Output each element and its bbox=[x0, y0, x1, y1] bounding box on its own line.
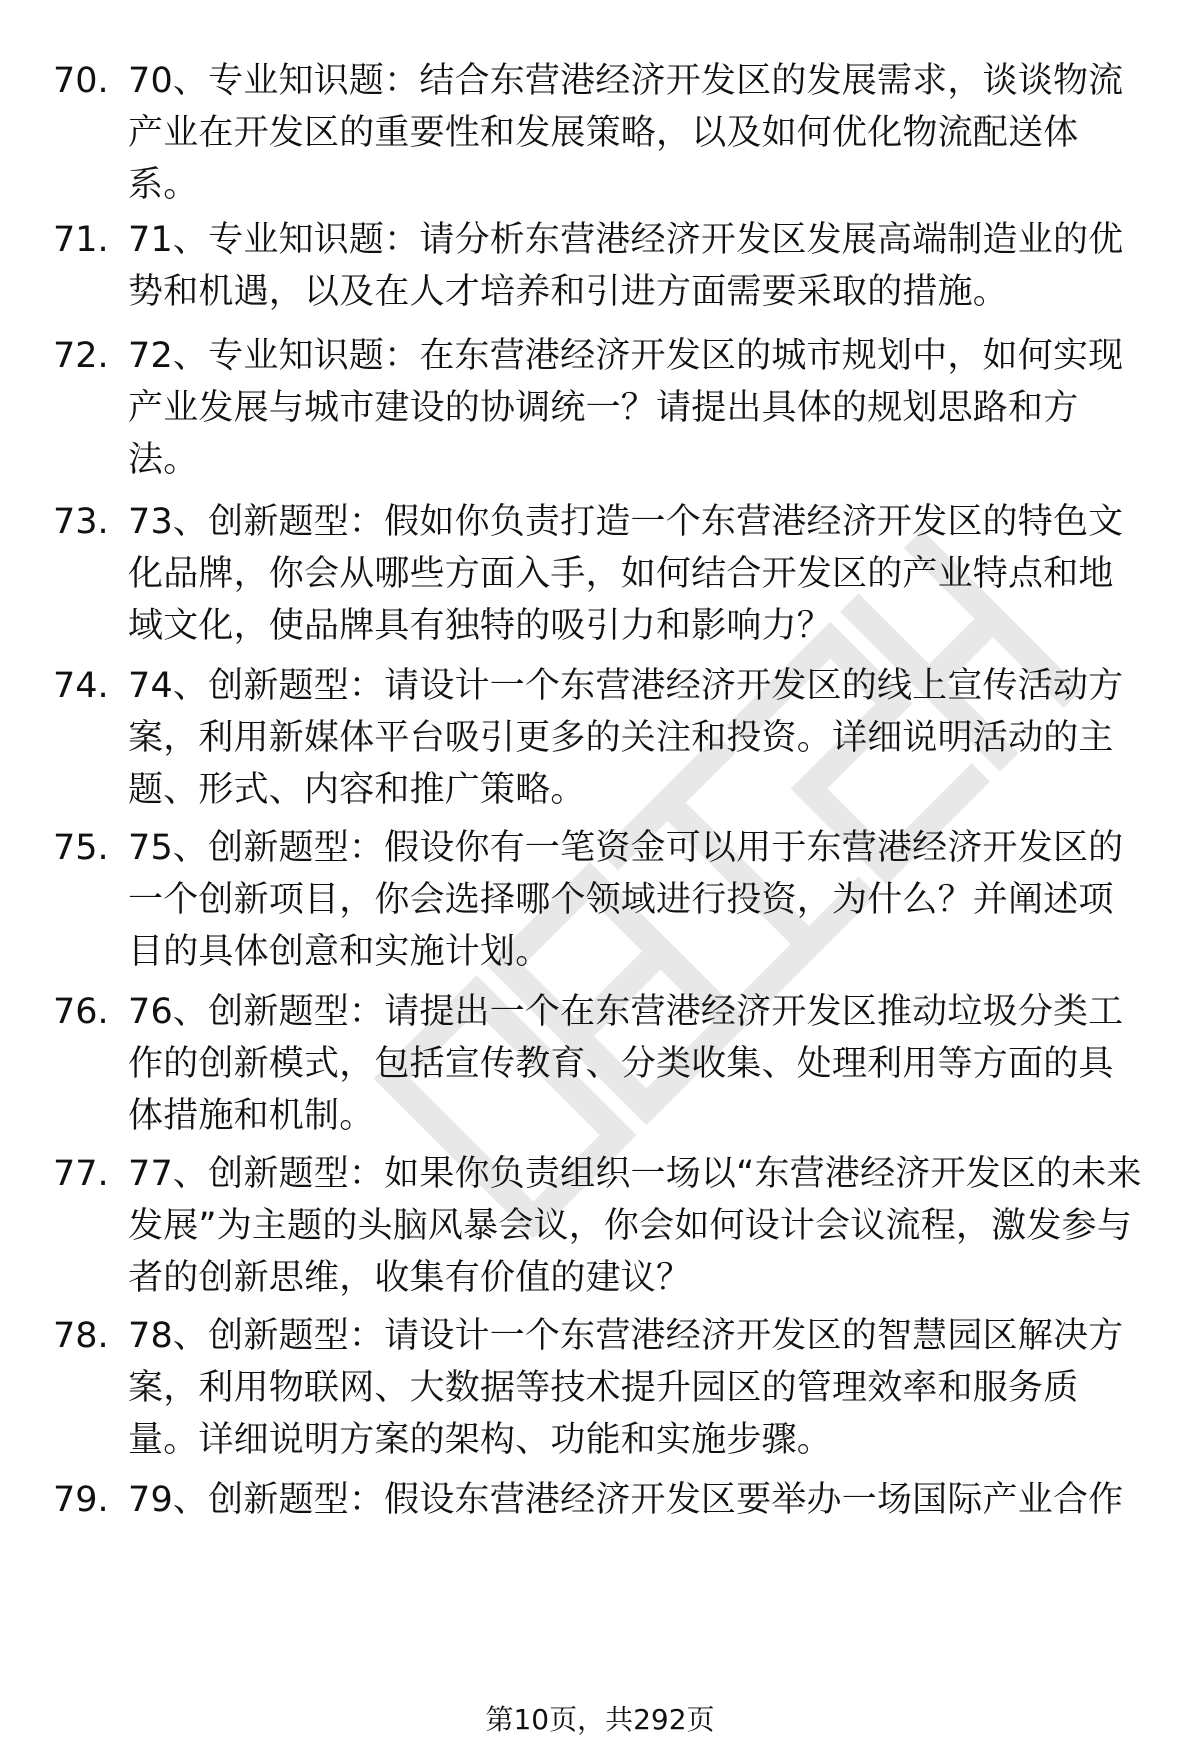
question-text: 73、创新题型：假如你负责打造一个东营港经济开发区的特色文化品牌，你会从哪些方面入手，如何结合开发区的产业特点和地域文化，使品牌具有独特的吸引力和影响力？ bbox=[128, 502, 1124, 646]
question-number: 71. bbox=[53, 220, 109, 260]
question-text: 79、创新题型：假设东营港经济开发区要举办一场国际产业合作 bbox=[128, 1480, 1124, 1520]
question-text: 74、创新题型：请设计一个东营港经济开发区的线上宣传活动方案，利用新媒体平台吸引更多的关注和投资。详细说明活动的主题、形式、内容和推广策略。 bbox=[128, 666, 1124, 810]
question-number: 75. bbox=[53, 828, 109, 868]
question-text: 71、专业知识题：请分析东营港经济开发区发展高端制造业的优势和机遇，以及在人才培养和引进方面需要采取的措施。 bbox=[128, 220, 1124, 312]
page-footer: 第10页，共292页 bbox=[485, 1703, 715, 1736]
question-number: 79. bbox=[53, 1480, 109, 1520]
question-number: 78. bbox=[53, 1316, 109, 1356]
question-number: 70. bbox=[53, 61, 109, 101]
question-text: 78、创新题型：请设计一个东营港经济开发区的智慧园区解决方案，利用物联网、大数据等技术提升园区的管理效率和服务质量。详细说明方案的架构、功能和实施步骤。 bbox=[128, 1316, 1124, 1460]
question-text: 76、创新题型：请提出一个在东营港经济开发区推动垃圾分类工作的创新模式，包括宣传教育、分类收集、处理利用等方面的具体措施和机制。 bbox=[128, 992, 1124, 1136]
question-text: 75、创新题型：假设你有一笔资金可以用于东营港经济开发区的一个创新项目，你会选择哪个领域进行投资，为什么？并阐述项目的具体创意和实施计划。 bbox=[128, 828, 1124, 972]
question-number: 77. bbox=[53, 1154, 109, 1194]
question-text: 70、专业知识题：结合东营港经济开发区的发展需求，谈谈物流产业在开发区的重要性和发展策略，以及如何优化物流配送体系。 bbox=[128, 61, 1124, 205]
question-number: 72. bbox=[53, 336, 109, 376]
question-number: 74. bbox=[53, 666, 109, 706]
question-text: 77、创新题型：如果你负责组织一场以“东营港经济开发区的未来发展”为主题的头脑风暴会议，你会如何设计会议流程，激发参与者的创新思维，收集有价值的建议？ bbox=[128, 1154, 1142, 1298]
question-number: 73. bbox=[53, 502, 109, 542]
question-text: 72、专业知识题：在东营港经济开发区的城市规划中，如何实现产业发展与城市建设的协调统一？请提出具体的规划思路和方法。 bbox=[128, 336, 1124, 480]
question-number: 76. bbox=[53, 992, 109, 1032]
